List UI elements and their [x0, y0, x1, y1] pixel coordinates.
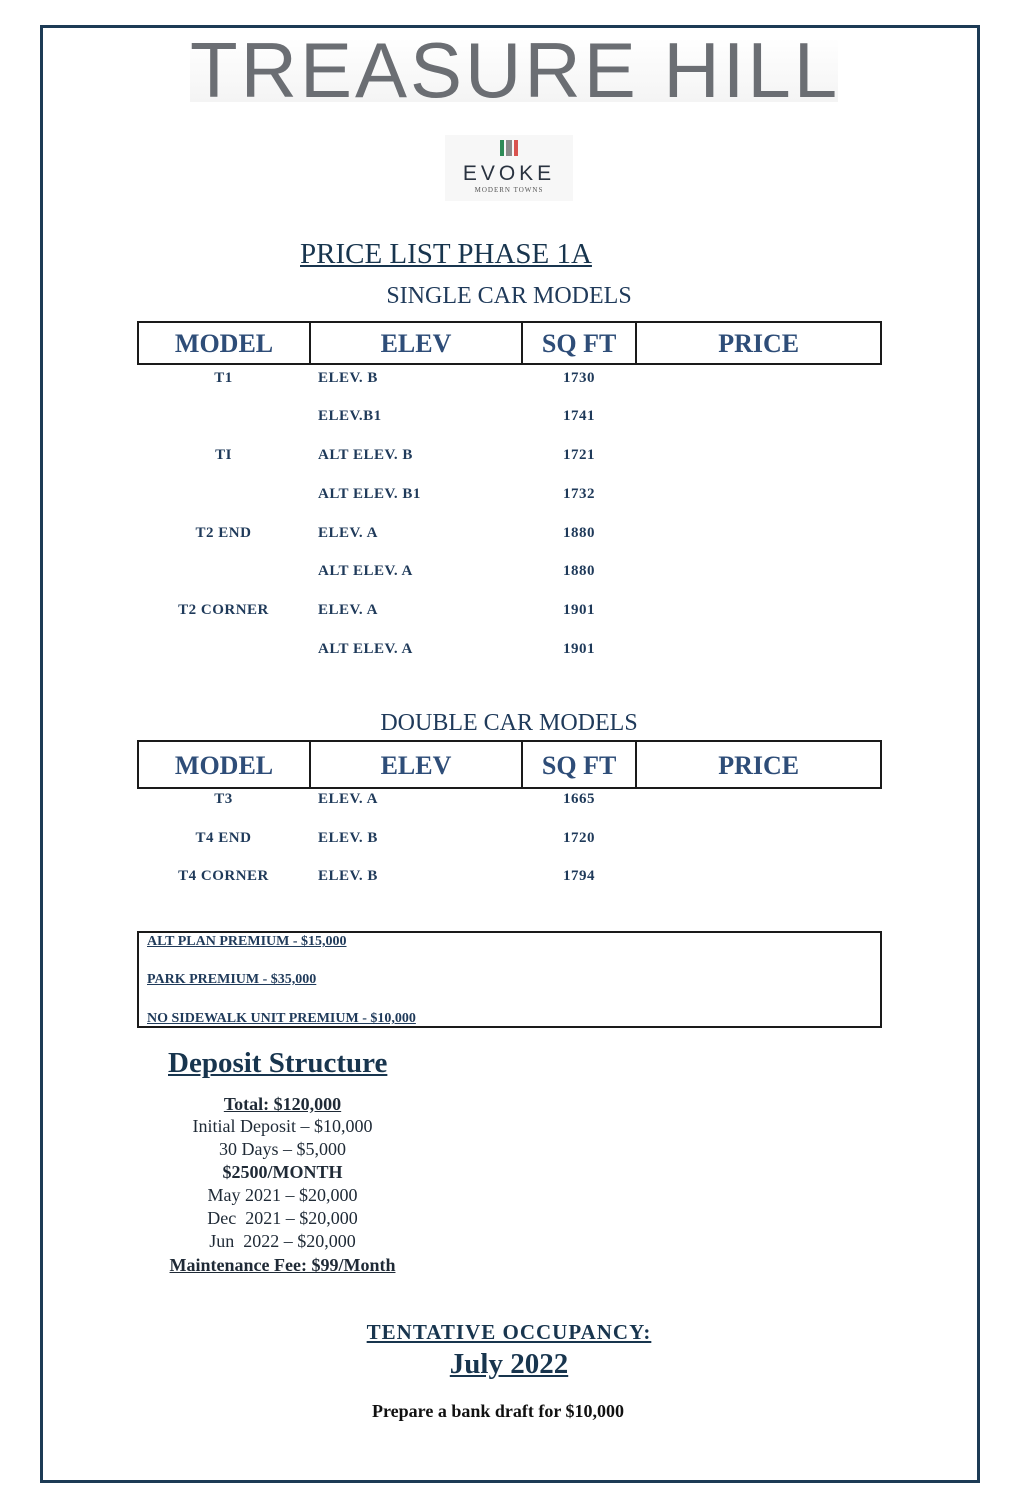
table-row: [137, 868, 882, 888]
double-car-heading: DOUBLE CAR MODELS: [380, 710, 638, 736]
column-header-price: PRICE: [718, 329, 800, 358]
column-header-model: MODEL: [139, 323, 311, 363]
single-car-table-header: [137, 321, 882, 365]
elev-cell: ELEV. A: [318, 602, 378, 618]
sqft-cell: 1741: [563, 408, 595, 424]
deposit-schedule-line: May 2021 – $20,000: [207, 1185, 358, 1205]
park-premium: PARK PREMIUM - $35,000: [147, 972, 317, 987]
elev-cell: ELEV. A: [318, 791, 378, 807]
column-header-elev: ELEV: [311, 323, 523, 363]
model-cell: T4 CORNER: [178, 868, 269, 884]
model-cell: TI: [215, 447, 232, 463]
table-row: [137, 602, 882, 622]
column-header-sqft: SQ FT: [523, 742, 637, 787]
column-header-price: PRICE: [718, 751, 800, 780]
deposit-schedule-line: Dec 2021 – $20,000: [207, 1208, 358, 1228]
elev-cell: ELEV. A: [318, 525, 378, 541]
elev-cell: ALT ELEV. A: [318, 641, 413, 657]
occupancy-label: TENTATIVE OCCUPANCY:: [366, 1320, 652, 1344]
sqft-cell: 1901: [563, 641, 595, 657]
deposit-total: Total: $120,000: [223, 1094, 342, 1114]
table-row: [137, 447, 882, 467]
table-row: [137, 641, 882, 661]
model-cell: T1: [214, 370, 233, 386]
table-row: [137, 370, 882, 390]
evoke-logo: [445, 135, 573, 201]
logo-mark-icon: [500, 140, 518, 156]
table-row: [137, 408, 882, 428]
bank-draft-note: Prepare a bank draft for $10,000: [372, 1401, 624, 1421]
price-list-title: PRICE LIST PHASE 1A: [300, 238, 592, 270]
logo-tagline: MODERN TOWNS: [474, 186, 544, 194]
table-row: [137, 791, 882, 811]
occupancy-date: July 2022: [449, 1348, 569, 1380]
deposit-schedule-line: Jun 2022 – $20,000: [209, 1231, 356, 1251]
elev-cell: ELEV. B: [318, 830, 378, 846]
sqft-cell: 1720: [563, 830, 595, 846]
table-row: [137, 830, 882, 850]
table-row: [137, 563, 882, 583]
premiums-box: [137, 931, 882, 1028]
single-car-heading: SINGLE CAR MODELS: [386, 283, 632, 309]
sqft-cell: 1901: [563, 602, 595, 618]
no-sidewalk-premium: NO SIDEWALK UNIT PREMIUM - $10,000: [147, 1011, 416, 1026]
elev-cell: ALT ELEV. A: [318, 563, 413, 579]
sqft-cell: 1732: [563, 486, 595, 502]
elev-cell: ELEV.B1: [318, 408, 382, 424]
deposit-line: Initial Deposit – $10,000: [192, 1116, 373, 1136]
elev-cell: ELEV. B: [318, 370, 378, 386]
sqft-cell: 1794: [563, 868, 595, 884]
sqft-cell: 1665: [563, 791, 595, 807]
sqft-cell: 1721: [563, 447, 595, 463]
alt-plan-premium: ALT PLAN PREMIUM - $15,000: [147, 934, 347, 949]
table-row: [137, 486, 882, 506]
model-cell: T2 END: [195, 525, 252, 541]
deposit-structure-title: Deposit Structure: [168, 1047, 388, 1079]
sqft-cell: 1880: [563, 525, 595, 541]
elev-cell: ALT ELEV. B: [318, 447, 413, 463]
column-header-model: MODEL: [139, 742, 311, 787]
model-cell: T2 CORNER: [178, 602, 269, 618]
sqft-cell: 1730: [563, 370, 595, 386]
column-header-sqft: SQ FT: [523, 323, 637, 363]
brand-title: TREASURE HILL: [190, 26, 841, 114]
sqft-cell: 1880: [563, 563, 595, 579]
double-car-table-header: [137, 740, 882, 789]
maintenance-fee: Maintenance Fee: $99/Month: [169, 1255, 396, 1275]
column-header-elev: ELEV: [311, 742, 523, 787]
logo-wordmark: EVOKE: [462, 162, 556, 185]
model-cell: T4 END: [195, 830, 252, 846]
model-cell: T3: [214, 791, 233, 807]
elev-cell: ELEV. B: [318, 868, 378, 884]
elev-cell: ALT ELEV. B1: [318, 486, 421, 502]
deposit-monthly: $2500/MONTH: [222, 1162, 343, 1182]
table-row: [137, 525, 882, 545]
deposit-line: 30 Days – $5,000: [219, 1139, 346, 1159]
